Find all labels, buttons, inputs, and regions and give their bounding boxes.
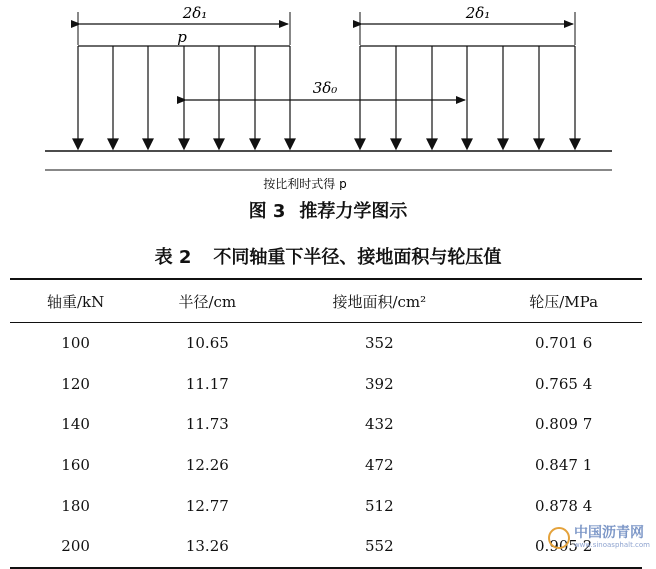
mechanics-diagram [0,0,656,190]
figure-caption-text: 推荐力学图示 [299,201,408,222]
table-caption-number: 表 2 [154,247,192,268]
cell-contact-area: 472 [365,456,394,475]
dim-label-center: 3δ₀ [312,79,338,97]
cell-contact-area: 392 [365,374,394,393]
figure-note: 按比利时式得 p [263,177,347,190]
cell-wheel-pressure: 0.878 4 [535,496,593,515]
cell-radius: 11.73 [185,415,229,434]
cell-wheel-pressure: 0.847 1 [535,456,593,475]
dim-label-right: 2δ₁ [465,4,491,22]
table-row [10,445,642,486]
cell-axle-load: 180 [61,496,90,515]
cell-radius: 12.26 [185,456,229,475]
table-row [10,485,642,526]
header-contact-area: 接地面积/cm² [273,279,485,323]
table-header-row [10,279,642,323]
site-logo-icon [548,527,570,549]
load-label-p: p [177,28,187,46]
table-row [10,364,642,405]
watermark-text: 中国沥青网 [573,525,644,541]
site-watermark [548,526,650,549]
cell-axle-load: 140 [61,415,90,434]
load-arrows-right [355,46,580,149]
cell-axle-load: 160 [61,456,90,475]
data-table [10,278,642,569]
cell-contact-area: 552 [273,526,485,568]
dim-label-left: 2δ₁ [182,4,208,22]
cell-wheel-pressure: 0.701 6 [535,334,593,353]
cell-wheel-pressure: 0.905 2 [485,526,642,568]
header-axle-load: 轴重/kN [10,279,141,323]
cell-contact-area: 512 [365,496,394,515]
header-radius: 半径/cm [141,279,273,323]
cell-radius: 13.26 [141,526,273,568]
figure-caption [0,197,656,223]
table-caption-text: 不同轴重下半径、接地面积与轮压值 [213,247,502,268]
cell-radius: 12.77 [185,496,229,515]
cell-contact-area: 432 [365,415,394,434]
cell-axle-load: 200 [10,526,141,568]
figure-caption-number: 图 3 [248,201,286,222]
cell-wheel-pressure: 0.809 7 [535,415,593,434]
cell-axle-load: 100 [61,334,90,353]
header-wheel-pressure: 轮压/MPa [485,279,642,323]
table-row [10,323,642,364]
watermark-url: www.sinoasphalt.com [573,541,650,549]
table-caption [0,243,656,269]
cell-radius: 10.65 [185,334,229,353]
table-row [10,404,642,445]
cell-wheel-pressure: 0.765 4 [535,374,593,393]
load-arrows-left [73,46,295,149]
cell-radius: 11.17 [185,374,229,393]
cell-contact-area: 352 [365,334,394,353]
cell-axle-load: 120 [61,374,90,393]
